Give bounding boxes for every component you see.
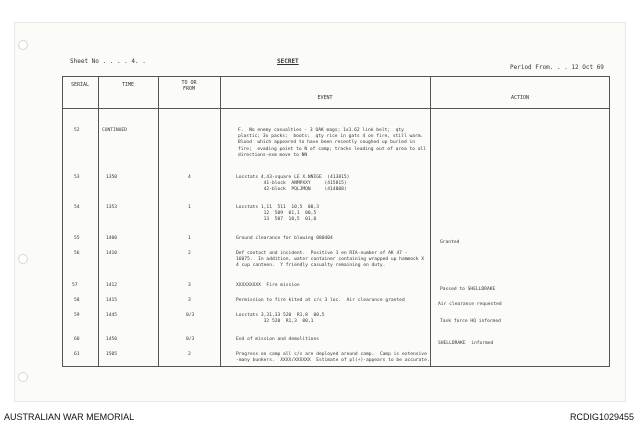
to-from-cell: 4 — [188, 175, 191, 180]
table-bottom-rule — [62, 366, 610, 367]
time-cell: 1415 — [106, 298, 118, 303]
event-cell: Locstats 4,43-square LE X.NNIGE (413815) 41-block ANMPXXY (415815) 42-block PQLJMQN (414808) — [236, 175, 350, 193]
event-cell: Def contact and incident. Positive 1 en RIA-number of AK 47 - 16075. In addition, water container containing wrapped up hammock X 4 cup canteen. Y friendly casualty remaining on duty. — [236, 251, 425, 269]
period-from: Period From. . . 12 Oct 69 — [510, 64, 604, 71]
time-cell: CONTINUED — [102, 128, 127, 133]
classification-marking: SECRET — [277, 58, 299, 65]
column-divider — [430, 76, 431, 366]
event-cell: Ground clearance for blowing 080404 — [236, 236, 333, 241]
to-from-cell: 2 — [188, 352, 191, 357]
time-cell: 1412 — [106, 283, 118, 288]
action-cell: Task force HQ informed — [440, 319, 501, 324]
serial-cell: 59 — [74, 313, 80, 318]
event-cell: Locstats 3,31,33 520 R1,8 00,5 32 520 R1,3 00,1 — [236, 313, 325, 325]
column-divider — [220, 76, 221, 366]
serial-cell: 55 — [74, 236, 80, 241]
time-cell: 1450 — [106, 337, 118, 342]
header-bottom-rule — [62, 108, 610, 109]
event-cell: F. No enemy casualties - 3 OAK mags; 1x1.62 link belt; qty plastic; 3x packs; boots; qty rice in gats 4 on fire, still warm. Blood which appeared to have been recently coughed up buried in fire; evading point to N of camp; tracks leading out of area to all directions-exm move to NN — [238, 128, 427, 158]
serial-cell: 56 — [74, 251, 80, 256]
serial-cell: 61 — [74, 352, 80, 357]
serial-cell: 57 — [72, 283, 78, 288]
column-header-serial: SERIAL — [70, 82, 90, 88]
event-cell: XXXXXXXXX Fire mission — [236, 283, 300, 288]
column-header-event: EVENT — [317, 95, 333, 101]
action-cell: Passed to SHELLDRAKE — [440, 287, 496, 292]
column-header-to-or-from: TO OR FROM — [181, 80, 197, 92]
to-from-cell: 3 — [188, 298, 191, 303]
to-from-cell: 3 — [188, 283, 191, 288]
action-cell: Granted — [440, 240, 460, 245]
column-header-time: TIME — [121, 82, 135, 88]
column-divider — [98, 76, 99, 366]
serial-cell: 52 — [74, 128, 80, 133]
column-divider — [609, 76, 610, 366]
event-cell: Locstats 1,11 511 10,5 00,3 12 509 01,1 00,5 13 507 10,5 01,0 — [236, 205, 319, 223]
serial-cell: 58 — [74, 298, 80, 303]
column-divider — [158, 76, 159, 366]
time-cell: 1350 — [106, 175, 118, 180]
event-cell: End of mission and demolitions — [236, 337, 319, 342]
time-cell: 1400 — [106, 236, 118, 241]
time-cell: 1353 — [106, 205, 118, 210]
time-cell: 1505 — [106, 352, 118, 357]
to-from-cell: 1 — [188, 236, 191, 241]
column-divider — [62, 76, 63, 366]
event-cell: Permission to fire kited at c/s 3 loc. Air clearance granted — [236, 298, 405, 303]
to-from-cell: 1 — [188, 205, 191, 210]
time-cell: 1410 — [106, 251, 118, 256]
action-cell: SHELLDRAKE informed — [438, 341, 494, 346]
serial-cell: 60 — [74, 337, 80, 342]
punch-hole — [18, 254, 28, 264]
archive-reference: RCDIG1029455 — [569, 412, 634, 422]
archive-credit: AUSTRALIAN WAR MEMORIAL — [4, 412, 135, 422]
punch-hole — [18, 372, 28, 382]
column-header-action: ACTION — [510, 95, 530, 101]
to-from-cell: 2 — [188, 251, 191, 256]
sheet-number: Sheet No . . . . 4. . — [70, 58, 146, 65]
to-from-cell: 0/3 — [186, 337, 195, 342]
punch-hole — [18, 40, 28, 50]
event-cell: Progress on camp all c/s are deployed around camp. Camp is extensive -many bunkers. XXXX/XXXXXX Estimate of pl(+)-appears to be accurate. — [236, 352, 430, 364]
serial-cell: 53 — [74, 175, 80, 180]
action-cell: Air clearance requested — [438, 302, 502, 307]
document-sheet — [14, 22, 626, 402]
table-top-rule — [62, 76, 610, 77]
serial-cell: 54 — [74, 205, 80, 210]
time-cell: 1445 — [106, 313, 118, 318]
to-from-cell: 0/3 — [186, 313, 195, 318]
